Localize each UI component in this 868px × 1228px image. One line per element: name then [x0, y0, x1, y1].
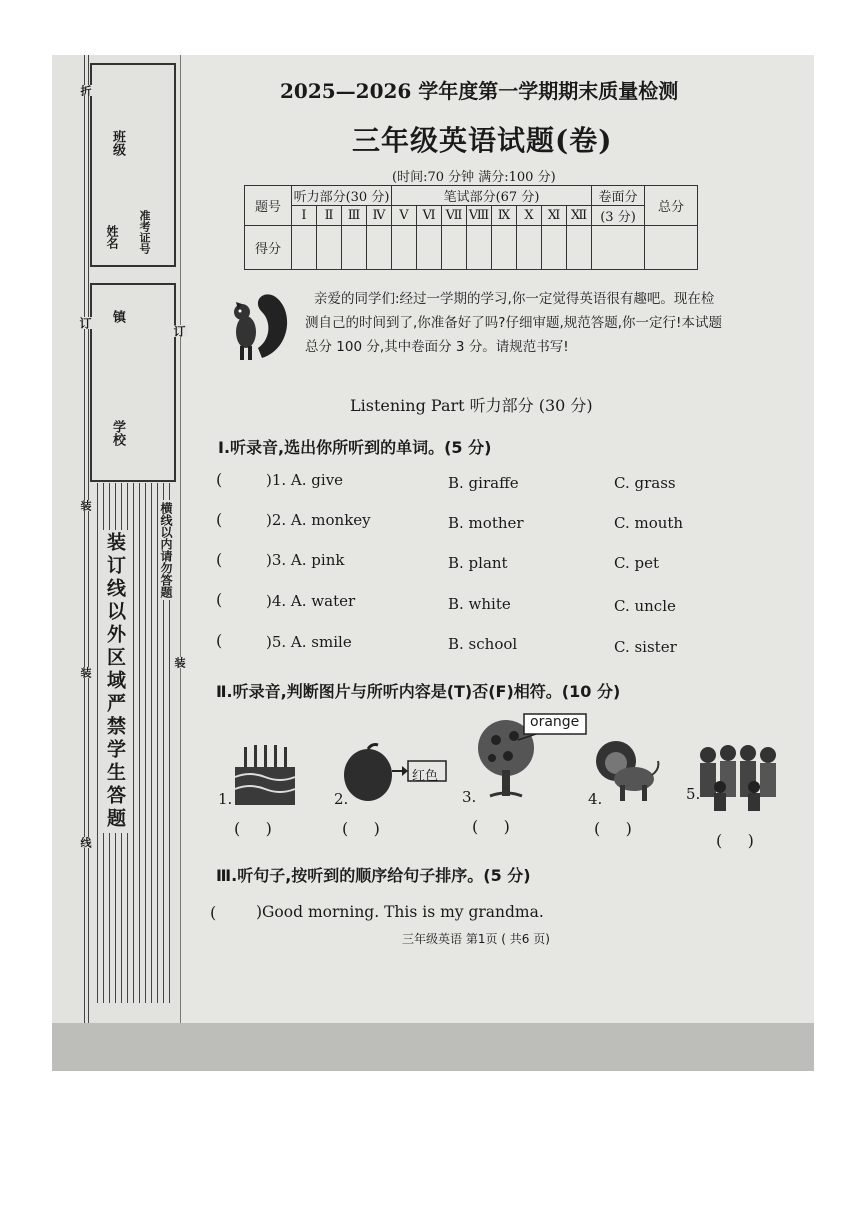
numeral-cell: Ⅹ: [517, 206, 542, 226]
question-2-a: )2. A. monkey: [266, 511, 371, 529]
question-4-a: )4. A. water: [266, 592, 356, 610]
score-cell[interactable]: [292, 226, 317, 270]
page-footer: 三年级英语 第1页 ( 共6 页): [402, 932, 550, 946]
listening-header: 听力部分(30 分): [292, 186, 392, 206]
score-cell[interactable]: [567, 226, 592, 270]
picture-5-label: 5.: [686, 785, 701, 803]
numeral-cell: Ⅵ: [417, 206, 442, 226]
exam-number-label: 准考证号: [138, 210, 151, 254]
written-header: 笔试部分(67 分): [392, 186, 592, 206]
score-cell[interactable]: [317, 226, 342, 270]
answer-paren[interactable]: (: [216, 470, 223, 489]
question-1-c: C. grass: [614, 474, 676, 492]
binding-strip: [52, 55, 186, 1023]
answer-paren[interactable]: (: [216, 590, 223, 609]
squirrel-icon: [222, 288, 294, 368]
question-3-c: C. pet: [614, 554, 659, 572]
school-box: [90, 283, 176, 482]
intro-line-3: 总分 100 分,其中卷面分 3 分。请规范书写!: [305, 339, 569, 355]
photo-bottom-shadow: [52, 1023, 814, 1071]
exam-photo: [52, 55, 814, 1071]
row-label-number: 题号: [245, 186, 292, 226]
zhuang-mark: 装: [79, 667, 92, 678]
question-2-b: B. mother: [448, 514, 524, 532]
numeral-cell: Ⅺ: [542, 206, 567, 226]
score-table: [244, 185, 698, 270]
town-label: 镇: [110, 310, 125, 323]
numeral-cell: Ⅸ: [492, 206, 517, 226]
school-label: 学校: [110, 420, 125, 446]
section-3-heading: Ⅲ.听句子,按听到的顺序给句子排序。(5 分): [216, 866, 531, 885]
answer-paren[interactable]: (: [216, 510, 223, 529]
numeral-cell: Ⅷ: [467, 206, 492, 226]
answer-paren[interactable]: (: [216, 550, 223, 569]
xian-mark: 线: [79, 837, 92, 848]
name-label: 姓名: [105, 225, 119, 249]
answer-paren-5[interactable]: ( ): [716, 831, 754, 850]
question-1-b: B. giraffe: [448, 474, 519, 492]
zhuang-mark: 装: [79, 500, 92, 511]
score-cell[interactable]: [367, 226, 392, 270]
question-5-c: C. sister: [614, 638, 677, 656]
score-cell[interactable]: [592, 226, 645, 270]
question-3-b: B. plant: [448, 554, 508, 572]
question-5-a: )5. A. smile: [266, 633, 352, 651]
class-label: 班级: [110, 130, 125, 156]
strip-line: [88, 55, 89, 1023]
section-2-heading: Ⅱ.听录音,判断图片与所听内容是(T)否(F)相符。(10 分): [216, 682, 621, 701]
score-cell[interactable]: [517, 226, 542, 270]
class-name-box: [90, 63, 176, 267]
zhuang-mark: 装: [173, 657, 186, 668]
question-1-a: )1. A. give: [266, 471, 344, 489]
zhe-mark: 折: [79, 85, 92, 96]
picture-4-label: 4.: [588, 790, 603, 808]
answer-paren[interactable]: (: [210, 903, 217, 922]
score-cell[interactable]: [467, 226, 492, 270]
numeral-cell: Ⅱ: [317, 206, 342, 226]
neatness-header: 卷面分: [592, 186, 645, 206]
score-cell[interactable]: [442, 226, 467, 270]
answer-paren-1[interactable]: ( ): [234, 819, 272, 838]
answer-paren-4[interactable]: ( ): [594, 819, 632, 838]
score-cell[interactable]: [645, 226, 698, 270]
exam-title: 2025—2026 学年度第一学期期末质量检测: [280, 79, 679, 103]
question-4-c: C. uncle: [614, 597, 676, 615]
time-info: (时间:70 分钟 满分:100 分): [392, 170, 556, 185]
question-4-b: B. white: [448, 595, 511, 613]
lion-icon: [592, 739, 662, 803]
cake-icon: [230, 737, 300, 807]
exam-subtitle: 三年级英语试题(卷): [352, 124, 613, 157]
strip-line: [84, 55, 85, 1023]
intro-line-2: 测自己的时间到了,你准备好了吗?仔细审题,规范答题,你一定行!本试题: [305, 315, 722, 331]
listening-heading: Listening Part 听力部分 (30 分): [350, 396, 593, 415]
answer-paren[interactable]: (: [216, 631, 223, 650]
numeral-cell: Ⅳ: [367, 206, 392, 226]
section-1-heading: Ⅰ.听录音,选出你所听到的单词。(5 分): [218, 438, 492, 457]
numeral-cell: Ⅴ: [392, 206, 417, 226]
numeral-cell: Ⅶ: [442, 206, 467, 226]
total-header: 总分: [645, 186, 698, 226]
numeral-cell: Ⅲ: [342, 206, 367, 226]
score-cell[interactable]: [417, 226, 442, 270]
score-cell[interactable]: [342, 226, 367, 270]
neatness-sub: (3 分): [592, 206, 645, 226]
intro-line-1: 亲爱的同学们:经过一学期的学习,你一定觉得英语很有趣吧。现在检: [314, 291, 715, 307]
apple-color-label: 红色: [412, 769, 439, 784]
picture-2-label: 2.: [334, 790, 349, 808]
answer-paren-2[interactable]: ( ): [342, 819, 380, 838]
picture-3-label: 3.: [462, 788, 477, 806]
numeral-cell: Ⅰ: [292, 206, 317, 226]
family-icon: [696, 741, 786, 813]
score-cell[interactable]: [492, 226, 517, 270]
ding-mark: 订: [78, 317, 92, 329]
score-cell[interactable]: [542, 226, 567, 270]
ding-mark: 订: [172, 325, 186, 337]
numeral-cell: Ⅻ: [567, 206, 592, 226]
section-3-sentence-1: )Good morning. This is my grandma.: [256, 903, 544, 921]
orange-label: orange: [530, 714, 580, 730]
answer-paren-3[interactable]: ( ): [472, 817, 510, 836]
row-label-score: 得分: [245, 226, 292, 270]
question-2-c: C. mouth: [614, 514, 684, 532]
score-cell[interactable]: [392, 226, 417, 270]
inner-line-notice: 横线以内请勿答题: [159, 502, 173, 598]
picture-1-label: 1.: [218, 790, 233, 808]
binding-notice: 装订线以外区域严禁学生答题: [102, 530, 129, 833]
question-5-b: B. school: [448, 635, 518, 653]
question-3-a: )3. A. pink: [266, 551, 345, 569]
